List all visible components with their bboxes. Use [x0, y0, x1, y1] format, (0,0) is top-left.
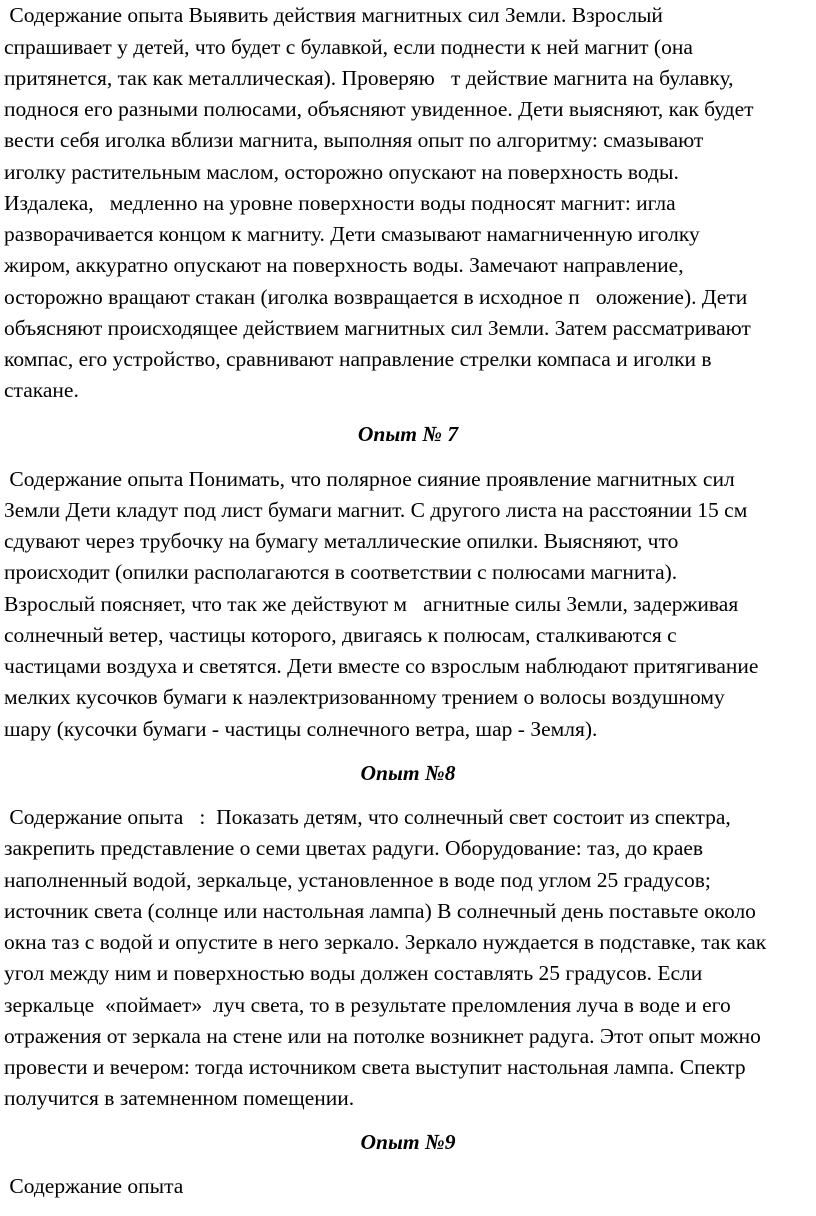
text-line: Взрослый поясняет, что так же действуют м агнитные силы Земли, задерживая	[4, 592, 739, 616]
text-line: Земли Дети кладут под лист бумаги магнит. С другого листа на расстоянии 15 см	[4, 498, 748, 522]
text-line: угол между ним и поверхностью воды должен составлять 25 градусов. Если	[4, 961, 703, 985]
text-line: Содержание опыта	[4, 1174, 184, 1198]
text-line: источник света (солнце или настольная лампа) В солнечный день поставьте около	[4, 899, 756, 923]
text-line: объясняют происходящее действием магнитных сил Земли. Затем рассматривают	[4, 316, 751, 340]
text-line: осторожно вращают стакан (иголка возвращается в исходное п оложение). Дети	[4, 285, 748, 309]
text-line: стакане.	[4, 378, 79, 402]
text-line: наполненный водой, зеркальце, установленное в воде под углом 25 градусов;	[4, 868, 711, 892]
text-line: жиром, аккуратно опускают на поверхность воды. Замечают направление,	[4, 253, 684, 277]
text-line: поднося его разными полюсами, объясняют увиденное. Дети выясняют, как будет	[4, 97, 754, 121]
text-line: компас, его устройство, сравнивают направление стрелки компаса и иголки в	[4, 347, 712, 371]
text-line: разворачивается концом к магниту. Дети смазывают намагниченную иголку	[4, 222, 700, 246]
text-line: отражения от зеркала на стене или на потолке возникнет радуга. Этот опыт можно	[4, 1024, 761, 1048]
section-7-heading: Опыт № 7	[357, 422, 459, 446]
text-line: иголку растительным маслом, осторожно опускают на поверхность воды.	[4, 160, 679, 184]
text-line: Издалека, медленно на уровне поверхности воды подносят магнит: игла	[4, 191, 676, 215]
text-line: Содержание опыта Понимать, что полярное сияние проявление магнитных сил	[4, 467, 735, 491]
text-line: спрашивает у детей, что будет с булавкой, если поднести к ней магнит (она	[4, 35, 693, 59]
text-line: происходит (опилки располагаются в соответствии с полюсами магнита).	[4, 560, 678, 584]
section-9-heading: Опыт №9	[360, 1130, 456, 1154]
text-line: солнечный ветер, частицы которого, двигаясь к полюсам, сталкиваются с	[4, 623, 677, 647]
text-line: мелких кусочков бумаги к наэлектризованному трением о волосы воздушному	[4, 685, 725, 709]
text-line: притянется, так как металлическая). Проверяю т действие магнита на булавку,	[4, 66, 734, 90]
text-line: получится в затемненном помещении.	[4, 1086, 355, 1110]
text-line: Содержание опыта Выявить действия магнитных сил Земли. Взрослый	[4, 3, 663, 27]
section-8-heading: Опыт №8	[360, 761, 456, 785]
text-line: Содержание опыта : Показать детям, что солнечный свет состоит из спектра,	[4, 805, 731, 829]
text-line: шару (кусочки бумаги - частицы солнечного ветра, шар - Земля).	[4, 717, 598, 741]
text-line: зеркальце «поймает» луч света, то в результате преломления луча в воде и его	[4, 993, 731, 1017]
text-line: сдувают через трубочку на бумагу металлические опилки. Выясняют, что	[4, 529, 679, 553]
text-line: закрепить представление о семи цветах радуги. Оборудование: таз, до краев	[4, 836, 704, 860]
text-line: окна таз с водой и опустите в него зеркало. Зеркало нуждается в подставке, так как	[4, 930, 767, 954]
text-line: частицами воздуха и светятся. Дети вместе со взрослым наблюдают притягивание	[4, 654, 759, 678]
text-line: провести и вечером: тогда источником света выступит настольная лампа. Спектр	[4, 1055, 746, 1079]
text-line: вести себя иголка вблизи магнита, выполняя опыт по алгоритму: смазывают	[4, 128, 704, 152]
